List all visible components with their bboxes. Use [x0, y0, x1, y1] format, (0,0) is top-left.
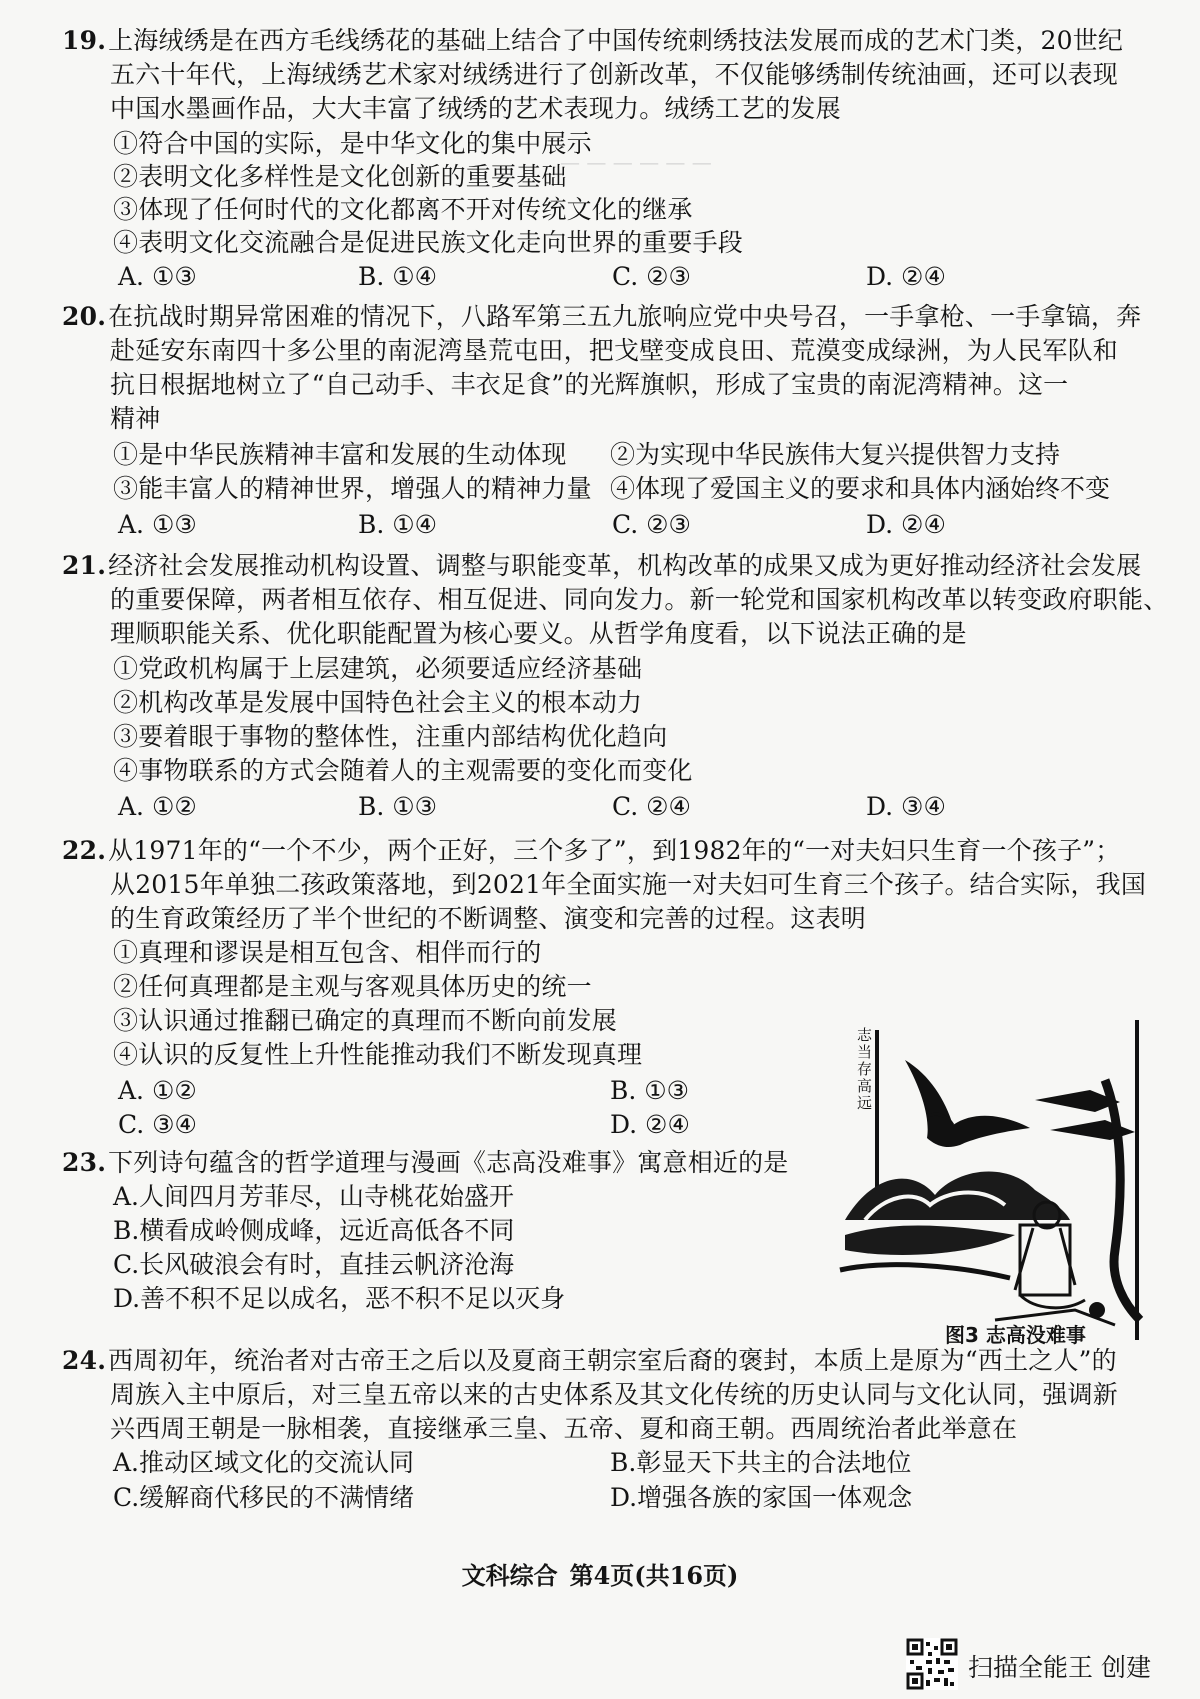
- question-21-line-2: 的重要保障，两者相互依存、相互促进、同向发力。新一轮党和国家机构改革以转变政府职能、: [110, 585, 1169, 614]
- question-22-item-1: ①真理和谬误是相互包含、相伴而行的: [113, 938, 542, 967]
- question-21-number: 21.: [62, 551, 107, 580]
- question-19-option-b: B. ①④: [358, 262, 438, 291]
- question-22-option-a: A. ①②: [118, 1076, 197, 1105]
- question-20-line-3: 抗日根据地树立了“自己动手、丰衣足食”的光辉旗帜，形成了宝贵的南泥湾精神。这一: [110, 370, 1069, 399]
- question-23-number: 23.: [62, 1148, 107, 1177]
- question-20-option-a: A. ①③: [118, 510, 197, 539]
- question-20-option-c: C. ②③: [612, 510, 691, 539]
- question-21-item-1: ①党政机构属于上层建筑，必须要适应经济基础: [113, 654, 643, 683]
- question-24-option-c: C.缓解商代移民的不满情绪: [113, 1483, 415, 1512]
- question-22-option-c: C. ③④: [118, 1110, 197, 1139]
- question-23-option-b: B.横看成岭侧成峰，远近高低各不同: [113, 1216, 515, 1245]
- question-23-option-c: C.长风破浪会有时，直挂云帆济沧海: [113, 1250, 515, 1279]
- footer-subject: 文科综合: [461, 1561, 558, 1590]
- question-24-line-1: 24.西周初年，统治者对古帝王之后以及夏商王朝宗室后裔的褒封，本质上是原为“西土之人”的: [62, 1346, 1117, 1375]
- question-21-option-c: C. ②④: [612, 792, 691, 821]
- question-19-item-2: ②表明文化多样性是文化创新的重要基础: [113, 162, 567, 191]
- question-19-item-3: ③体现了任何时代的文化都离不开对传统文化的继承: [113, 195, 693, 224]
- eagle-icon: [905, 1060, 1030, 1147]
- question-20-item-4: ④体现了爱国主义的要求和具体内涵始终不变: [610, 474, 1111, 503]
- question-20-option-b: B. ①④: [358, 510, 438, 539]
- cartoon-figure: [835, 1020, 1155, 1350]
- footer-page-number: 第4页(共16页): [569, 1561, 739, 1590]
- question-24-option-b: B.彰显天下共主的合法地位: [610, 1448, 912, 1477]
- qr-code-icon: [906, 1638, 958, 1690]
- question-24-line-2: 周族入主中原后，对三皇五帝以来的古史体系及其文化传统的历史认同与文化认同，强调新: [110, 1380, 1119, 1409]
- question-22-item-2: ②任何真理都是主观与客观具体历史的统一: [113, 972, 592, 1001]
- question-19-item-1: ①符合中国的实际，是中华文化的集中展示: [113, 129, 592, 158]
- tree-trunk: [1105, 1080, 1140, 1320]
- question-20-item-3: ③能丰富人的精神世界，增强人的精神力量: [113, 474, 592, 503]
- question-20-option-d: D. ②④: [866, 510, 946, 539]
- question-23-line-1: 23.下列诗句蕴含的哲学道理与漫画《志高没难事》寓意相近的是: [62, 1148, 789, 1177]
- question-24-line-3: 兴西周王朝是一脉相袭，直接继承三皇、五帝、夏和商王朝。西周统治者此举意在: [110, 1414, 1018, 1443]
- question-22-option-d: D. ②④: [610, 1110, 690, 1139]
- cartoon-inscription: 志当存高远: [857, 1026, 873, 1112]
- question-24-number: 24.: [62, 1346, 107, 1375]
- watermark-text: 扫描全能王 创建: [968, 1653, 1151, 1682]
- question-19-line-2: 五六十年代，上海绒绣艺术家对绒绣进行了创新改革，不仅能够绣制传统油画，还可以表现: [110, 60, 1119, 89]
- question-20-item-2: ②为实现中华民族伟大复兴提供智力支持: [610, 440, 1061, 469]
- question-21-line-1: 21.经济社会发展推动机构设置、调整与职能变革，机构改革的成果又成为更好推动经济社会发展: [62, 551, 1142, 580]
- question-22-line-1: 22.从1971年的“一个不少，两个正好，三个多了”，到1982年的“一对夫妇只生育一个孩子”；: [62, 836, 1121, 865]
- question-20-number: 20.: [62, 302, 107, 331]
- question-19-line-3: 中国水墨画作品，大大丰富了绒绣的艺术表现力。绒绣工艺的发展: [110, 94, 841, 123]
- cartoon-illustration: [835, 1020, 1155, 1350]
- question-23-option-d: D.善不积不足以成名，恶不积不足以灭身: [113, 1284, 566, 1313]
- question-21-item-2: ②机构改革是发展中国特色社会主义的根本动力: [113, 688, 643, 717]
- question-24-option-a: A.推动区域文化的交流认同: [113, 1448, 415, 1477]
- question-19-option-d: D. ②④: [866, 262, 946, 291]
- question-20-line-2: 赴延安东南四十多公里的南泥湾垦荒屯田，把戈壁变成良田、荒漠变成绿洲，为人民军队和: [110, 336, 1119, 365]
- figure-caption: 图3 志高没难事: [945, 1323, 1086, 1347]
- question-19-line-1: 19.上海绒绣是在西方毛线绣花的基础上结合了中国传统刺绣技法发展而成的艺术门类，20世纪: [62, 26, 1124, 55]
- question-19-option-c: C. ②③: [612, 262, 691, 291]
- question-21-item-4: ④事物联系的方式会随着人的主观需要的变化而变化: [113, 756, 693, 785]
- question-21-option-d: D. ③④: [866, 792, 946, 821]
- question-20-item-1: ①是中华民族精神丰富和发展的生动体现: [113, 440, 567, 469]
- question-20-line-1: 20.在抗战时期异常困难的情况下，八路军第三五九旅响应党中央号召，一手拿枪、一手拿镐，奔: [62, 302, 1142, 331]
- question-21-option-b: B. ①③: [358, 792, 438, 821]
- question-19-option-a: A. ①③: [118, 262, 197, 291]
- question-22-item-4: ④认识的反复性上升性能推动我们不断发现真理: [113, 1040, 643, 1069]
- question-23-option-a: A.人间四月芳菲尽，山寺桃花始盛开: [113, 1182, 515, 1211]
- bleed-through-text: — — — — — —: [560, 150, 712, 174]
- page-footer: [0, 1556, 1200, 1591]
- question-22-number: 22.: [62, 836, 107, 865]
- question-22-line-3: 的生育政策经历了半个世纪的不断调整、演变和完善的过程。这表明: [110, 904, 867, 933]
- scanner-watermark: [906, 1638, 1198, 1690]
- question-19-item-4: ④表明文化交流融合是促进民族文化走向世界的重要手段: [113, 228, 744, 257]
- question-22-line-2: 从2015年单独二孩政策落地，到2021年全面实施一对夫妇可生育三个孩子。结合实际，我国: [110, 870, 1147, 899]
- question-21-option-a: A. ①②: [118, 792, 197, 821]
- question-21-item-3: ③要着眼于事物的整体性，注重内部结构优化趋向: [113, 722, 668, 751]
- question-22-item-3: ③认识通过推翻已确定的真理而不断向前发展: [113, 1006, 618, 1035]
- question-19-number: 19.: [62, 26, 107, 55]
- question-20-line-4: 精神: [110, 404, 161, 433]
- question-22-option-b: B. ①③: [610, 1076, 690, 1105]
- question-21-line-3: 理顺职能关系、优化职能配置为核心要义。从哲学角度看，以下说法正确的是: [110, 619, 967, 648]
- question-24-option-d: D.增强各族的家国一体观念: [610, 1483, 913, 1512]
